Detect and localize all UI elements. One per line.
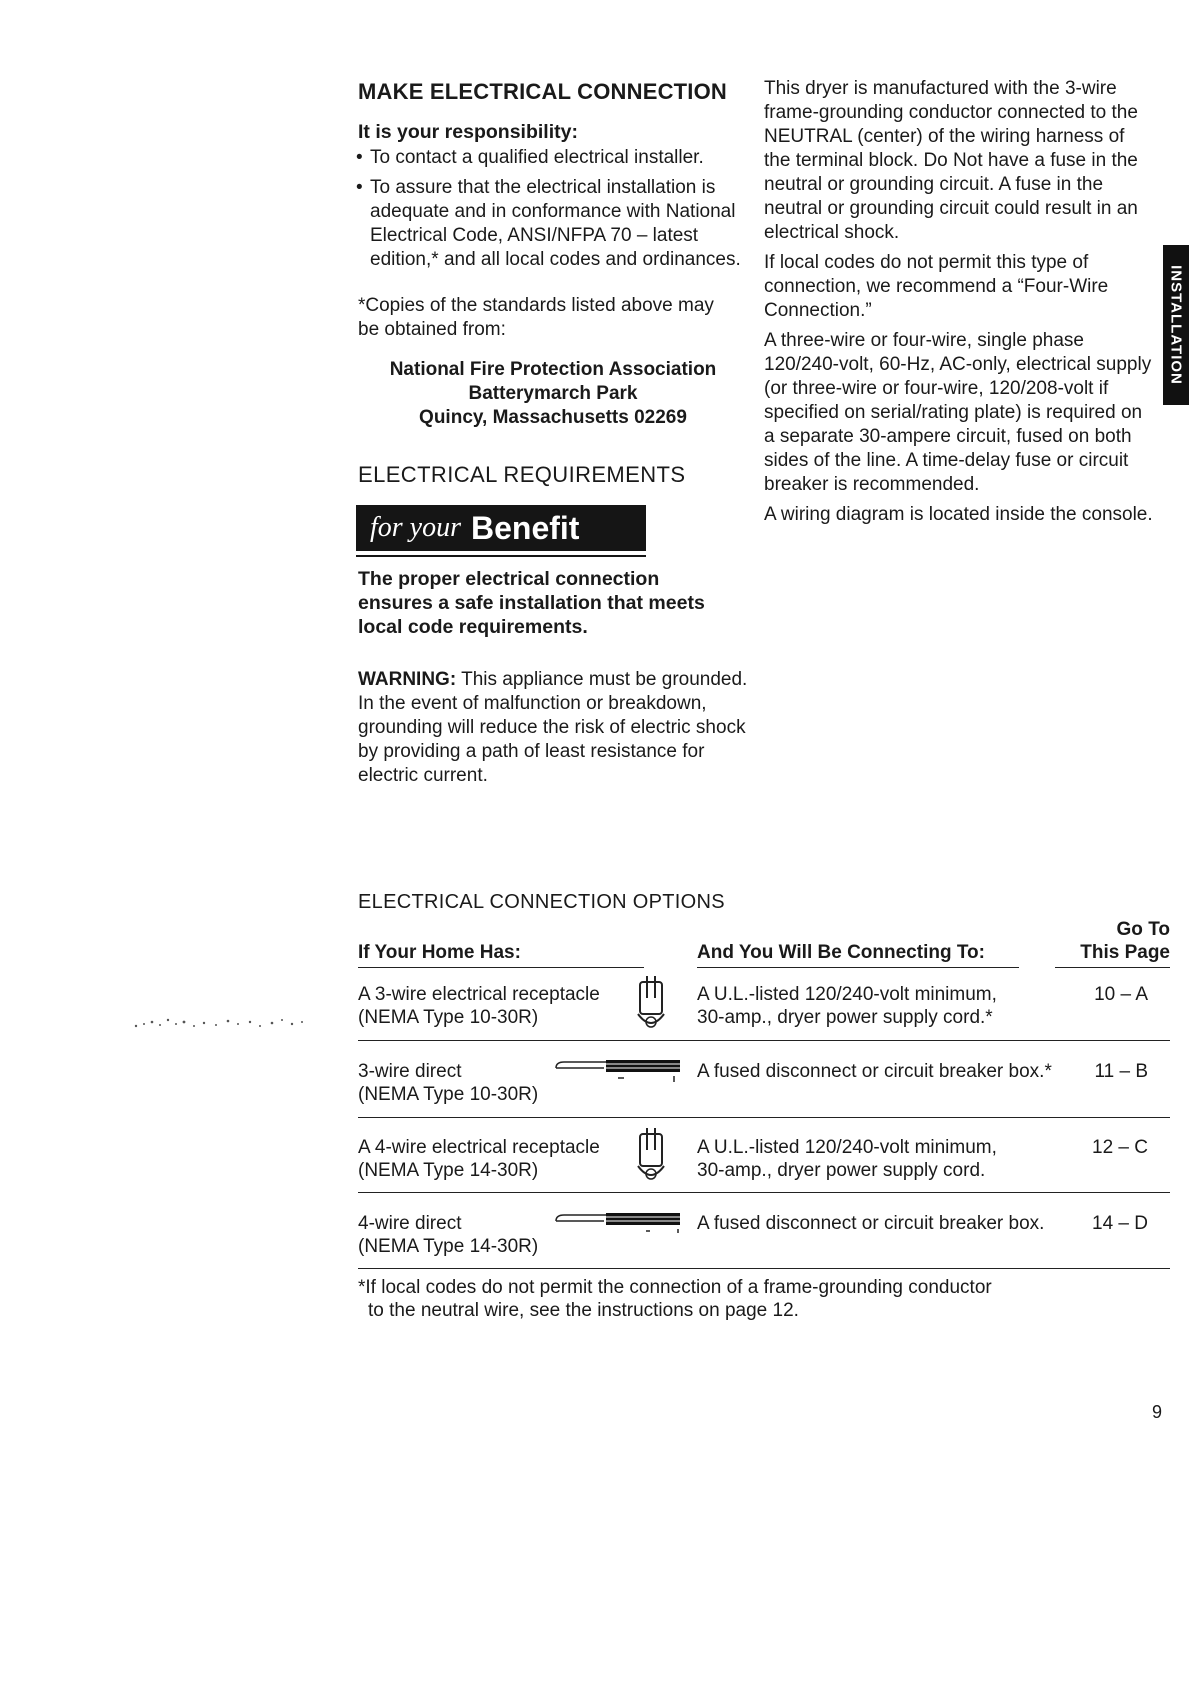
options-heading: ELECTRICAL CONNECTION OPTIONS (358, 891, 725, 913)
receptacle-icon (630, 1126, 672, 1190)
home-line-1: 3-wire direct (358, 1061, 462, 1082)
this-page-label: This Page (1080, 942, 1170, 963)
right-column (764, 77, 1154, 527)
col-header-connect: And You Will Be Connecting To: (697, 942, 985, 963)
cable-icon (554, 1054, 682, 1084)
supply-requirements-paragraph: A three-wire or four-wire, single phase 120/240-volt, 60-Hz, AC-only, electrical supply (or three-wire or four-wire, 120/208-volt if specified on serial/rating plate) is required on a separate 30-ampere circuit, fused on both sides of the line. A time-delay fuse or circuit breaker is recommended. (764, 330, 1152, 495)
go-to-header (1070, 918, 1170, 964)
row-connect (697, 1212, 1044, 1235)
connect-line-1: A U.L.-listed 120/240-volt minimum, (697, 984, 997, 1005)
section-heading-electrical-requirements: ELECTRICAL REQUIREMENTS (358, 462, 686, 487)
row-page: 12 – C (1092, 1137, 1148, 1158)
header-rule-1 (358, 967, 644, 968)
options-footnote (358, 1276, 992, 1322)
row-page: 14 – D (1092, 1213, 1148, 1234)
row-home (358, 983, 600, 1029)
address-block (358, 358, 748, 430)
home-line-1: A 4-wire electrical receptacle (358, 1137, 600, 1158)
address-line: Quincy, Massachusetts 02269 (419, 407, 687, 428)
row-connect (697, 1060, 1052, 1083)
header-rule-2 (697, 967, 1019, 968)
row-divider (358, 1268, 1170, 1269)
cable-icon (554, 1207, 682, 1237)
go-to-label: Go To (1116, 919, 1170, 940)
benefit-prefix: for your (370, 512, 461, 543)
home-line-1: A 3-wire electrical receptacle (358, 984, 600, 1005)
for-your-benefit-banner (356, 505, 646, 551)
connect-line-2: 30-amp., dryer power supply cord. (697, 1160, 986, 1181)
benefit-underline (356, 555, 646, 557)
row-connect (697, 1136, 997, 1182)
col-header-home: If Your Home Has: (358, 942, 521, 963)
row-divider (358, 1117, 1170, 1118)
connect-line-1: A fused disconnect or circuit breaker box.* (697, 1061, 1052, 1082)
row-divider (358, 1192, 1170, 1193)
connect-line-1: A U.L.-listed 120/240-volt minimum, (697, 1137, 997, 1158)
wiring-diagram-paragraph: A wiring diagram is located inside the console. (764, 504, 1153, 525)
row-divider (358, 1040, 1170, 1041)
benefit-text: The proper electrical connection ensures a safe installation that meets local code requirements. (358, 568, 705, 638)
home-line-2: (NEMA Type 10-30R) (358, 1084, 539, 1105)
header-rule-3 (1055, 967, 1170, 968)
page-number: 9 (1152, 1402, 1163, 1422)
list-item: • To contact a qualified electrical installer. (356, 146, 748, 170)
warning-text: This appliance must be grounded. In the event of malfunction or breakdown, grounding will reduce the risk of electric shock by providing a path of least resistance for electric current. (358, 669, 748, 786)
responsibility-heading: It is your responsibility: (358, 121, 578, 143)
home-line-2: (NEMA Type 14-30R) (358, 1160, 539, 1181)
address-line: National Fire Protection Association (389, 359, 717, 380)
connect-line-1: A fused disconnect or circuit breaker box. (697, 1213, 1045, 1234)
home-line-1: 4-wire direct (358, 1213, 462, 1234)
footnote-line-2: to the neutral wire, see the instructions on page 12. (368, 1300, 799, 1321)
list-item: • To assure that the electrical installation is adequate and in conformance with National Electrical Code, ANSI/NFPA 70 – latest edition,* and all local codes and ordinances. (356, 176, 748, 272)
row-home (358, 1136, 600, 1182)
side-tab-label: INSTALLATION (1167, 265, 1185, 385)
row-page: 11 – B (1094, 1061, 1148, 1082)
receptacle-icon (630, 974, 672, 1038)
connect-line-2: 30-amp., dryer power supply cord.* (697, 1007, 993, 1028)
section-heading-make-electrical-connection: MAKE ELECTRICAL CONNECTION (358, 79, 728, 104)
neutral-conductor-paragraph: This dryer is manufactured with the 3-wire frame-grounding conductor connected to the NEUTRAL (center) of the wiring harness of the terminal block. Do Not have a fuse in the neutral or grounding circuit. A fuse in the neutral or grounding circuit could result in an electrical shock. (764, 78, 1138, 243)
warning-paragraph (358, 668, 748, 788)
row-connect (697, 983, 997, 1029)
row-home (358, 1060, 538, 1106)
warning-label: WARNING: (358, 669, 457, 690)
benefit-word: Benefit (471, 509, 580, 546)
scan-speckle (132, 1012, 312, 1036)
local-codes-paragraph: If local codes do not permit this type of connection, we recommend a “Four-Wire Connection.” (764, 252, 1109, 321)
installation-side-tab (1163, 245, 1189, 405)
responsibility-list (356, 146, 748, 278)
address-line: Batterymarch Park (468, 383, 638, 404)
row-home (358, 1212, 538, 1258)
copies-note: *Copies of the standards listed above may be obtained from: (358, 295, 714, 340)
home-line-2: (NEMA Type 10-30R) (358, 1007, 539, 1028)
row-page: 10 – A (1094, 984, 1148, 1005)
home-line-2: (NEMA Type 14-30R) (358, 1236, 539, 1257)
footnote-line-1: *If local codes do not permit the connection of a frame-grounding conductor (358, 1277, 992, 1298)
